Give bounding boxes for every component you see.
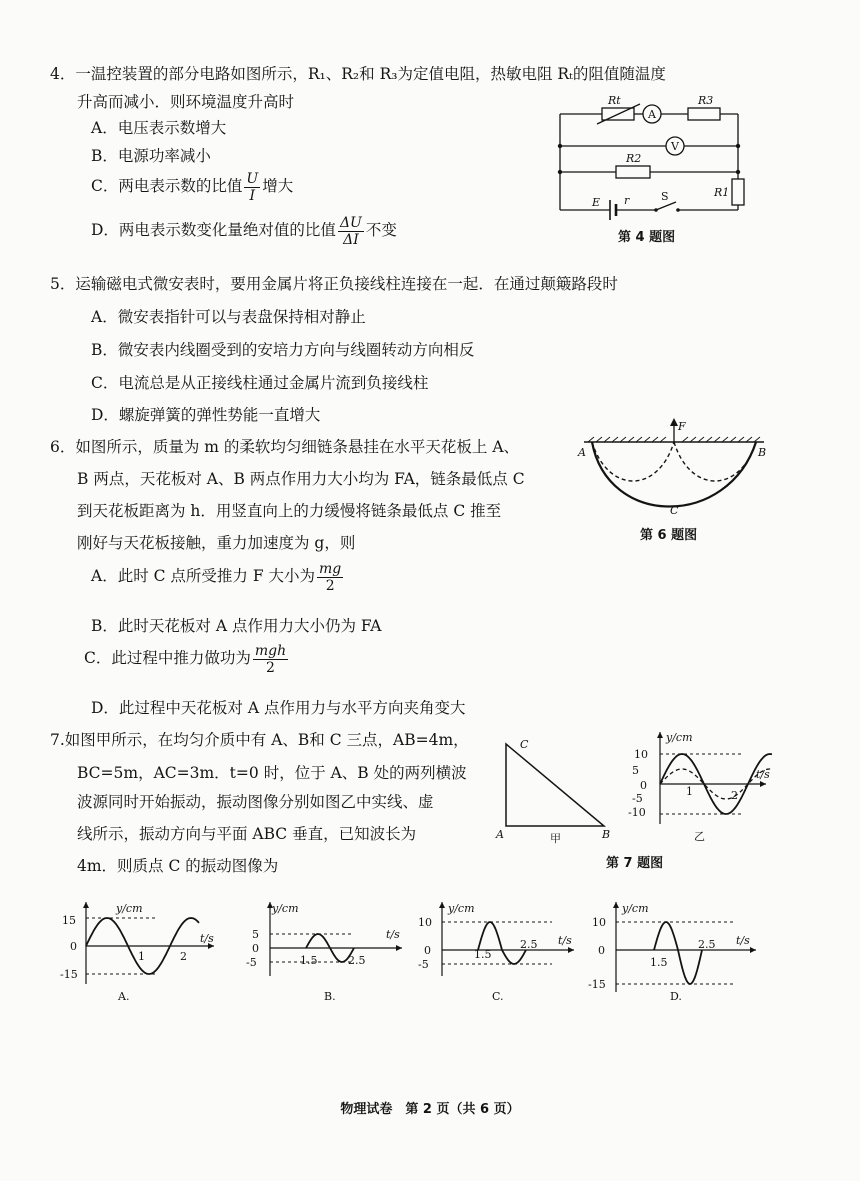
y-axis-arrow [83, 902, 89, 908]
q5-option-b: B．微安表内线圈受到的安培力方向与线圈转动方向相反 [91, 341, 475, 359]
option-a-tick-zero: 0 [70, 940, 77, 953]
q4-stem-line1: 4．一温控装置的部分电路如图所示，R₁、R₂和 R₃为定值电阻，热敏电阻 Rₜ的阻值随温度 [50, 65, 666, 83]
x-axis-arrow [396, 945, 402, 951]
q6-option-d: D．此过程中天花板对 A 点作用力与水平方向夹角变大 [91, 699, 466, 717]
option-wave [654, 922, 702, 984]
option-c-x-tick-b: 2.5 [520, 938, 538, 951]
option-d-tick-bot: -15 [588, 978, 606, 991]
option-b-tick-zero: 0 [252, 942, 259, 955]
q6-option-b: B．此时天花板对 A 点作用力大小仍为 FA [91, 617, 382, 635]
option-a-x-label: t/s [200, 932, 214, 945]
option-c-label: C. [492, 990, 504, 1003]
q5-stem: 5．运输磁电式微安表时，要用金属片将正负接线柱连接在一起．在通过颠簸路段时 [50, 275, 618, 293]
option-a-y-label: y/cm [116, 902, 143, 915]
label-c: C [520, 738, 529, 751]
q4-option-d: D．两电表示数变化量绝对值的比值 $\frac{\Delta U}{\Delta I}$ 不变 [91, 214, 397, 248]
label-a: A [578, 446, 586, 459]
option-b-x-label: t/s [386, 928, 400, 941]
option-c-y-label: y/cm [448, 902, 475, 915]
option-b-tick-top: 5 [252, 928, 259, 941]
x-axis-arrow [568, 947, 574, 953]
yi-tick-m10: -10 [628, 806, 646, 819]
yi-tick-10: 10 [634, 748, 648, 761]
q7-option-b-graph [240, 896, 410, 1006]
option-d-x-tick-b: 2.5 [698, 938, 716, 951]
q6-stem-line2: B 两点，天花板对 A、B 两点作用力大小均为 FA，链条最低点 C [77, 470, 525, 488]
label-r: r [624, 194, 630, 207]
option-b-x-tick-a: 1.5 [300, 954, 318, 967]
q7-stem-line5: 4m．则质点 C 的振动图像为 [77, 857, 279, 875]
label-rt: Rt [608, 94, 621, 107]
option-a-tick-bot: -15 [60, 968, 78, 981]
q4-stem-line2: 升高而减小．则环境温度升高时 [77, 93, 295, 111]
option-c-tick-zero: 0 [424, 944, 431, 957]
q7-option-a-graph [58, 896, 218, 1006]
q4-option-c: C．两电表示数的比值 $\frac{U}{I}$ 增大 [91, 170, 294, 204]
option-b-y-label: y/cm [272, 902, 299, 915]
option-a-tick-top: 15 [62, 914, 76, 927]
label-r2: R2 [626, 152, 642, 165]
q7-option-c-graph [412, 896, 582, 1006]
option-d-y-label: y/cm [622, 902, 649, 915]
y-axis-arrow [613, 902, 619, 908]
q7-stem-line3: 波源同时开始振动，振动图像分别如图乙中实线、虚 [77, 793, 434, 811]
option-c-tick-bot: -5 [418, 958, 429, 971]
label-a: A [496, 828, 504, 841]
q6-stem-line1: 6．如图所示，质量为 m 的柔软均匀细链条悬挂在水平天花板上 A、 [50, 438, 520, 456]
option-b-x-tick-b: 2.5 [348, 954, 366, 967]
label-e: E [592, 196, 601, 209]
q7-stem-line1: 7.如图甲所示，在均匀介质中有 A、B和 C 三点，AB=4m， [50, 731, 469, 749]
q4-circuit-diagram [552, 92, 752, 222]
option-a-label: A. [118, 990, 130, 1003]
option-d-x-tick-a: 1.5 [650, 956, 668, 969]
option-c-x-label: t/s [558, 934, 572, 947]
yi-x-label: t/s [756, 768, 770, 781]
yi-tick-5: 5 [632, 764, 639, 777]
q5-option-a: A．微安表指针可以与表盘保持相对静止 [91, 308, 366, 326]
option-d-tick-top: 10 [592, 916, 606, 929]
q4-option-b: B．电源功率减小 [91, 147, 211, 165]
q7-chart-yi [624, 728, 774, 850]
voltmeter-symbol: V [671, 140, 679, 153]
y-axis-arrow [657, 732, 663, 738]
label-s: S [661, 190, 669, 203]
yi-tick-0: 0 [640, 779, 647, 792]
label-b: B [758, 446, 767, 459]
q7-option-d-graph [584, 896, 764, 1006]
q4-figure-caption: 第 4 题图 [618, 230, 676, 245]
q6-option-a: A．此时 C 点所受推力 F 大小为 $\frac{mg}{2}$ [91, 560, 342, 594]
x-axis-arrow [760, 781, 766, 787]
label-r3: R3 [698, 94, 714, 107]
label-b: B [602, 828, 611, 841]
ammeter-symbol: A [648, 108, 656, 121]
q5-option-c: C．电流总是从正接线柱通过金属片流到负接线柱 [91, 374, 429, 392]
q6-stem-line4: 刚好与天花板接触，重力加速度为 g，则 [77, 534, 356, 552]
label-jia: 甲 [550, 832, 561, 845]
option-b-tick-bot: -5 [246, 956, 257, 969]
yi-x-tick-2: 2 [731, 789, 738, 802]
yi-x-tick-1: 1 [686, 785, 693, 798]
yi-tick-m5: -5 [632, 792, 643, 805]
q6-chain-diagram [578, 418, 768, 518]
q6-option-c: C．此过程中推力做功为 $\frac{\text{mgh}}{2}$ [84, 642, 287, 676]
q4-option-a: A．电压表示数增大 [91, 119, 227, 137]
option-d-label: D. [670, 990, 682, 1003]
yi-y-label: y/cm [666, 731, 693, 744]
label-f: F [678, 420, 686, 433]
q7-stem-line2: BC=5m，AC=3m．t=0 时，位于 A、B 处的两列横波 [77, 764, 467, 782]
q6-stem-line3: 到天花板距离为 h．用竖直向上的力缓慢将链条最低点 C 推至 [77, 502, 502, 520]
q6-figure-caption: 第 6 题图 [640, 528, 698, 543]
y-axis-arrow [439, 902, 445, 908]
q7-figure-caption: 第 7 题图 [606, 856, 664, 871]
option-c-tick-top: 10 [418, 916, 432, 929]
q7-triangle-jia [492, 734, 622, 850]
label-yi: 乙 [694, 830, 705, 843]
label-c: C [670, 504, 679, 517]
option-d-x-label: t/s [736, 934, 750, 947]
option-c-x-tick-a: 1.5 [474, 948, 492, 961]
option-b-label: B. [324, 990, 336, 1003]
q5-option-d: D．螺旋弹簧的弹性势能一直增大 [91, 406, 321, 424]
option-a-x-tick-a: 1 [138, 950, 145, 963]
q7-stem-line4: 线所示，振动方向与平面 ABC 垂直，已知波长为 [77, 825, 417, 843]
label-r1: R1 [714, 186, 730, 199]
option-a-x-tick-b: 2 [180, 950, 187, 963]
x-axis-arrow [750, 947, 756, 953]
option-d-tick-zero: 0 [598, 944, 605, 957]
page-footer: 物理试卷 第 2 页（共 6 页） [340, 1102, 520, 1117]
